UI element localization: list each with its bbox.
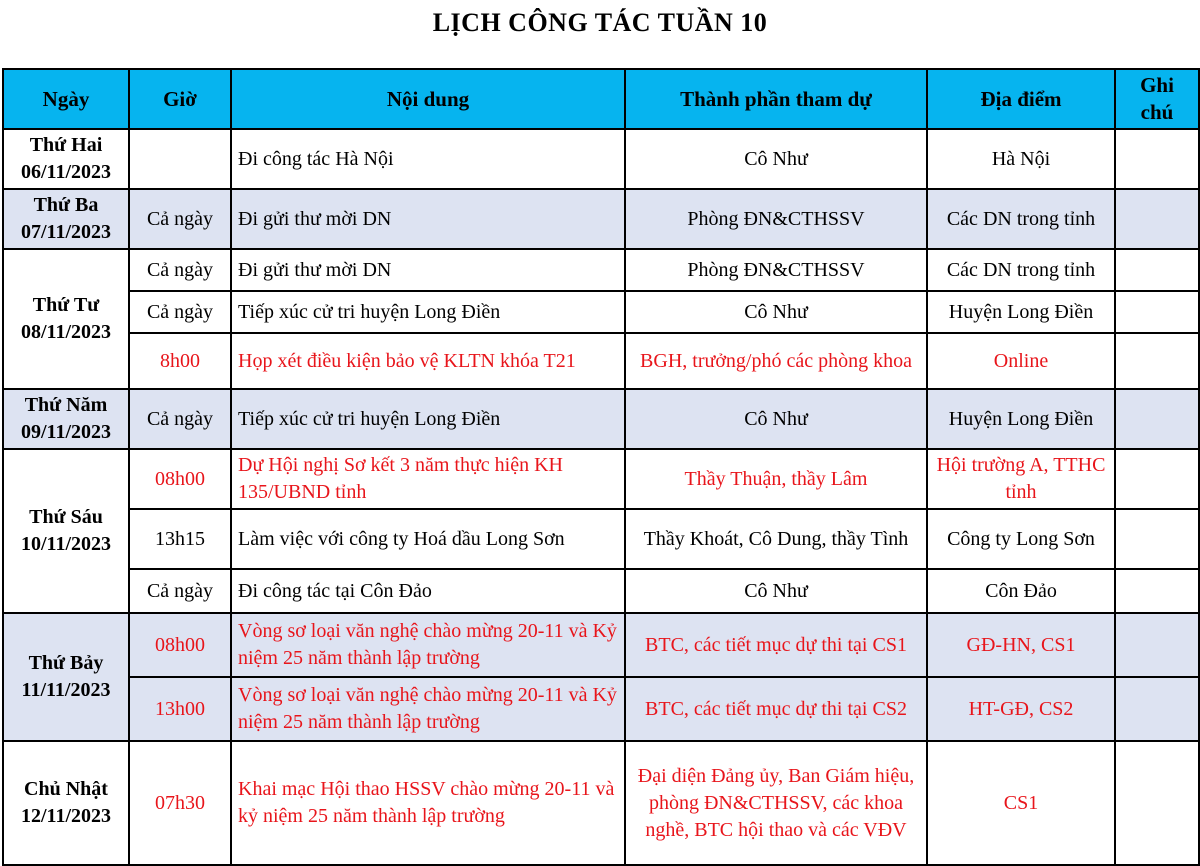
day-name: Chủ Nhật [24, 778, 108, 800]
time-cell: Cả ngày [129, 569, 231, 613]
day-cell [3, 249, 129, 389]
col-header-location: Địa điểm [927, 69, 1115, 129]
content-cell: Dự Hội nghị Sơ kết 3 năm thực hiện KH 135/UBND tỉnh [231, 449, 625, 509]
location-cell: Hội trường A, TTHC tỉnh [927, 449, 1115, 509]
content-cell: Vòng sơ loại văn nghệ chào mừng 20-11 và Kỷ niệm 25 năm thành lập trường [231, 613, 625, 677]
col-header-note: Ghi chú [1115, 69, 1199, 129]
content-cell: Tiếp xúc cử tri huyện Long Điền [231, 389, 625, 449]
note-cell [1115, 613, 1199, 677]
content-cell: Họp xét điều kiện bảo vệ KLTN khóa T21 [231, 333, 625, 389]
table-row [3, 613, 1199, 677]
table-row [3, 389, 1199, 449]
day-date: 10/11/2023 [20, 533, 111, 555]
table-row [3, 741, 1199, 865]
note-cell [1115, 449, 1199, 509]
note-cell [1115, 569, 1199, 613]
time-cell: Cả ngày [129, 189, 231, 249]
note-cell [1115, 389, 1199, 449]
day-date: 08/11/2023 [20, 321, 111, 343]
note-cell [1115, 249, 1199, 291]
time-cell: 13h00 [129, 677, 231, 741]
note-cell [1115, 189, 1199, 249]
day-cell [3, 189, 129, 249]
day-name: Thứ Hai [29, 134, 103, 156]
content-cell: Khai mạc Hội thao HSSV chào mừng 20-11 và kỷ niệm 25 năm thành lập trường [231, 741, 625, 865]
day-name: Thứ Tư [32, 294, 100, 316]
participants-cell: BGH, trưởng/phó các phòng khoa [625, 333, 927, 389]
header-row [3, 69, 1199, 129]
participants-cell: Phòng ĐN&CTHSSV [625, 189, 927, 249]
participants-cell: Phòng ĐN&CTHSSV [625, 249, 927, 291]
col-header-participants: Thành phần tham dự [625, 69, 927, 129]
table-row [3, 333, 1199, 389]
note-cell [1115, 509, 1199, 569]
time-cell: 13h15 [129, 509, 231, 569]
day-name: Thứ Bảy [28, 652, 104, 674]
participants-cell: Thầy Khoát, Cô Dung, thầy Tình [625, 509, 927, 569]
day-cell [3, 449, 129, 613]
content-cell: Tiếp xúc cử tri huyện Long Điền [231, 291, 625, 333]
note-cell [1115, 333, 1199, 389]
location-cell: Các DN trong tỉnh [927, 189, 1115, 249]
location-cell: Các DN trong tỉnh [927, 249, 1115, 291]
content-cell: Đi công tác Hà Nội [231, 129, 625, 189]
location-cell: Online [927, 333, 1115, 389]
table-row [3, 249, 1199, 291]
participants-cell: Cô Như [625, 389, 927, 449]
day-name: Thứ Năm [24, 394, 108, 416]
location-cell: GĐ-HN, CS1 [927, 613, 1115, 677]
schedule-table [2, 68, 1200, 866]
note-cell [1115, 741, 1199, 865]
time-cell: Cả ngày [129, 249, 231, 291]
location-cell: Công ty Long Sơn [927, 509, 1115, 569]
note-cell [1115, 291, 1199, 333]
col-header-time: Giờ [129, 69, 231, 129]
time-cell: 08h00 [129, 449, 231, 509]
day-cell [3, 613, 129, 741]
table-row [3, 569, 1199, 613]
location-cell: Huyện Long Điền [927, 389, 1115, 449]
location-cell: Hà Nội [927, 129, 1115, 189]
content-cell: Vòng sơ loại văn nghệ chào mừng 20-11 và Kỷ niệm 25 năm thành lập trường [231, 677, 625, 741]
page-title: LỊCH CÔNG TÁC TUẦN 10 [432, 8, 768, 37]
day-date: 06/11/2023 [20, 161, 111, 183]
content-cell: Đi công tác tại Côn Đảo [231, 569, 625, 613]
day-cell [3, 389, 129, 449]
location-cell: CS1 [927, 741, 1115, 865]
participants-cell: Cô Như [625, 569, 927, 613]
participants-cell: Cô Như [625, 129, 927, 189]
day-date: 07/11/2023 [20, 221, 111, 243]
time-cell: 8h00 [129, 333, 231, 389]
table-row [3, 677, 1199, 741]
day-date: 12/11/2023 [20, 805, 111, 827]
day-name: Thứ Sáu [29, 506, 103, 528]
participants-cell: Thầy Thuận, thầy Lâm [625, 449, 927, 509]
day-cell [3, 741, 129, 865]
table-row [3, 509, 1199, 569]
table-row [3, 189, 1199, 249]
content-cell: Đi gửi thư mời DN [231, 189, 625, 249]
note-cell [1115, 677, 1199, 741]
col-header-day: Ngày [3, 69, 129, 129]
day-name: Thứ Ba [33, 194, 99, 216]
table-row [3, 291, 1199, 333]
table-row [3, 129, 1199, 189]
location-cell: HT-GĐ, CS2 [927, 677, 1115, 741]
content-cell: Đi gửi thư mời DN [231, 249, 625, 291]
location-cell: Huyện Long Điền [927, 291, 1115, 333]
time-cell: Cả ngày [129, 389, 231, 449]
participants-cell: BTC, các tiết mục dự thi tại CS2 [625, 677, 927, 741]
time-cell [129, 129, 231, 189]
schedule-body [3, 129, 1199, 865]
participants-cell: Cô Như [625, 291, 927, 333]
note-cell [1115, 129, 1199, 189]
time-cell: 07h30 [129, 741, 231, 865]
day-date: 09/11/2023 [20, 421, 111, 443]
table-row [3, 449, 1199, 509]
participants-cell: Đại diện Đảng ủy, Ban Giám hiệu, phòng ĐN&CTHSSV, các khoa nghề, BTC hội thao và các VĐV [625, 741, 927, 865]
time-cell: Cả ngày [129, 291, 231, 333]
participants-cell: BTC, các tiết mục dự thi tại CS1 [625, 613, 927, 677]
time-cell: 08h00 [129, 613, 231, 677]
col-header-content: Nội dung [231, 69, 625, 129]
day-cell [3, 129, 129, 189]
content-cell: Làm việc với công ty Hoá dầu Long Sơn [231, 509, 625, 569]
location-cell: Côn Đảo [927, 569, 1115, 613]
day-date: 11/11/2023 [21, 679, 111, 701]
